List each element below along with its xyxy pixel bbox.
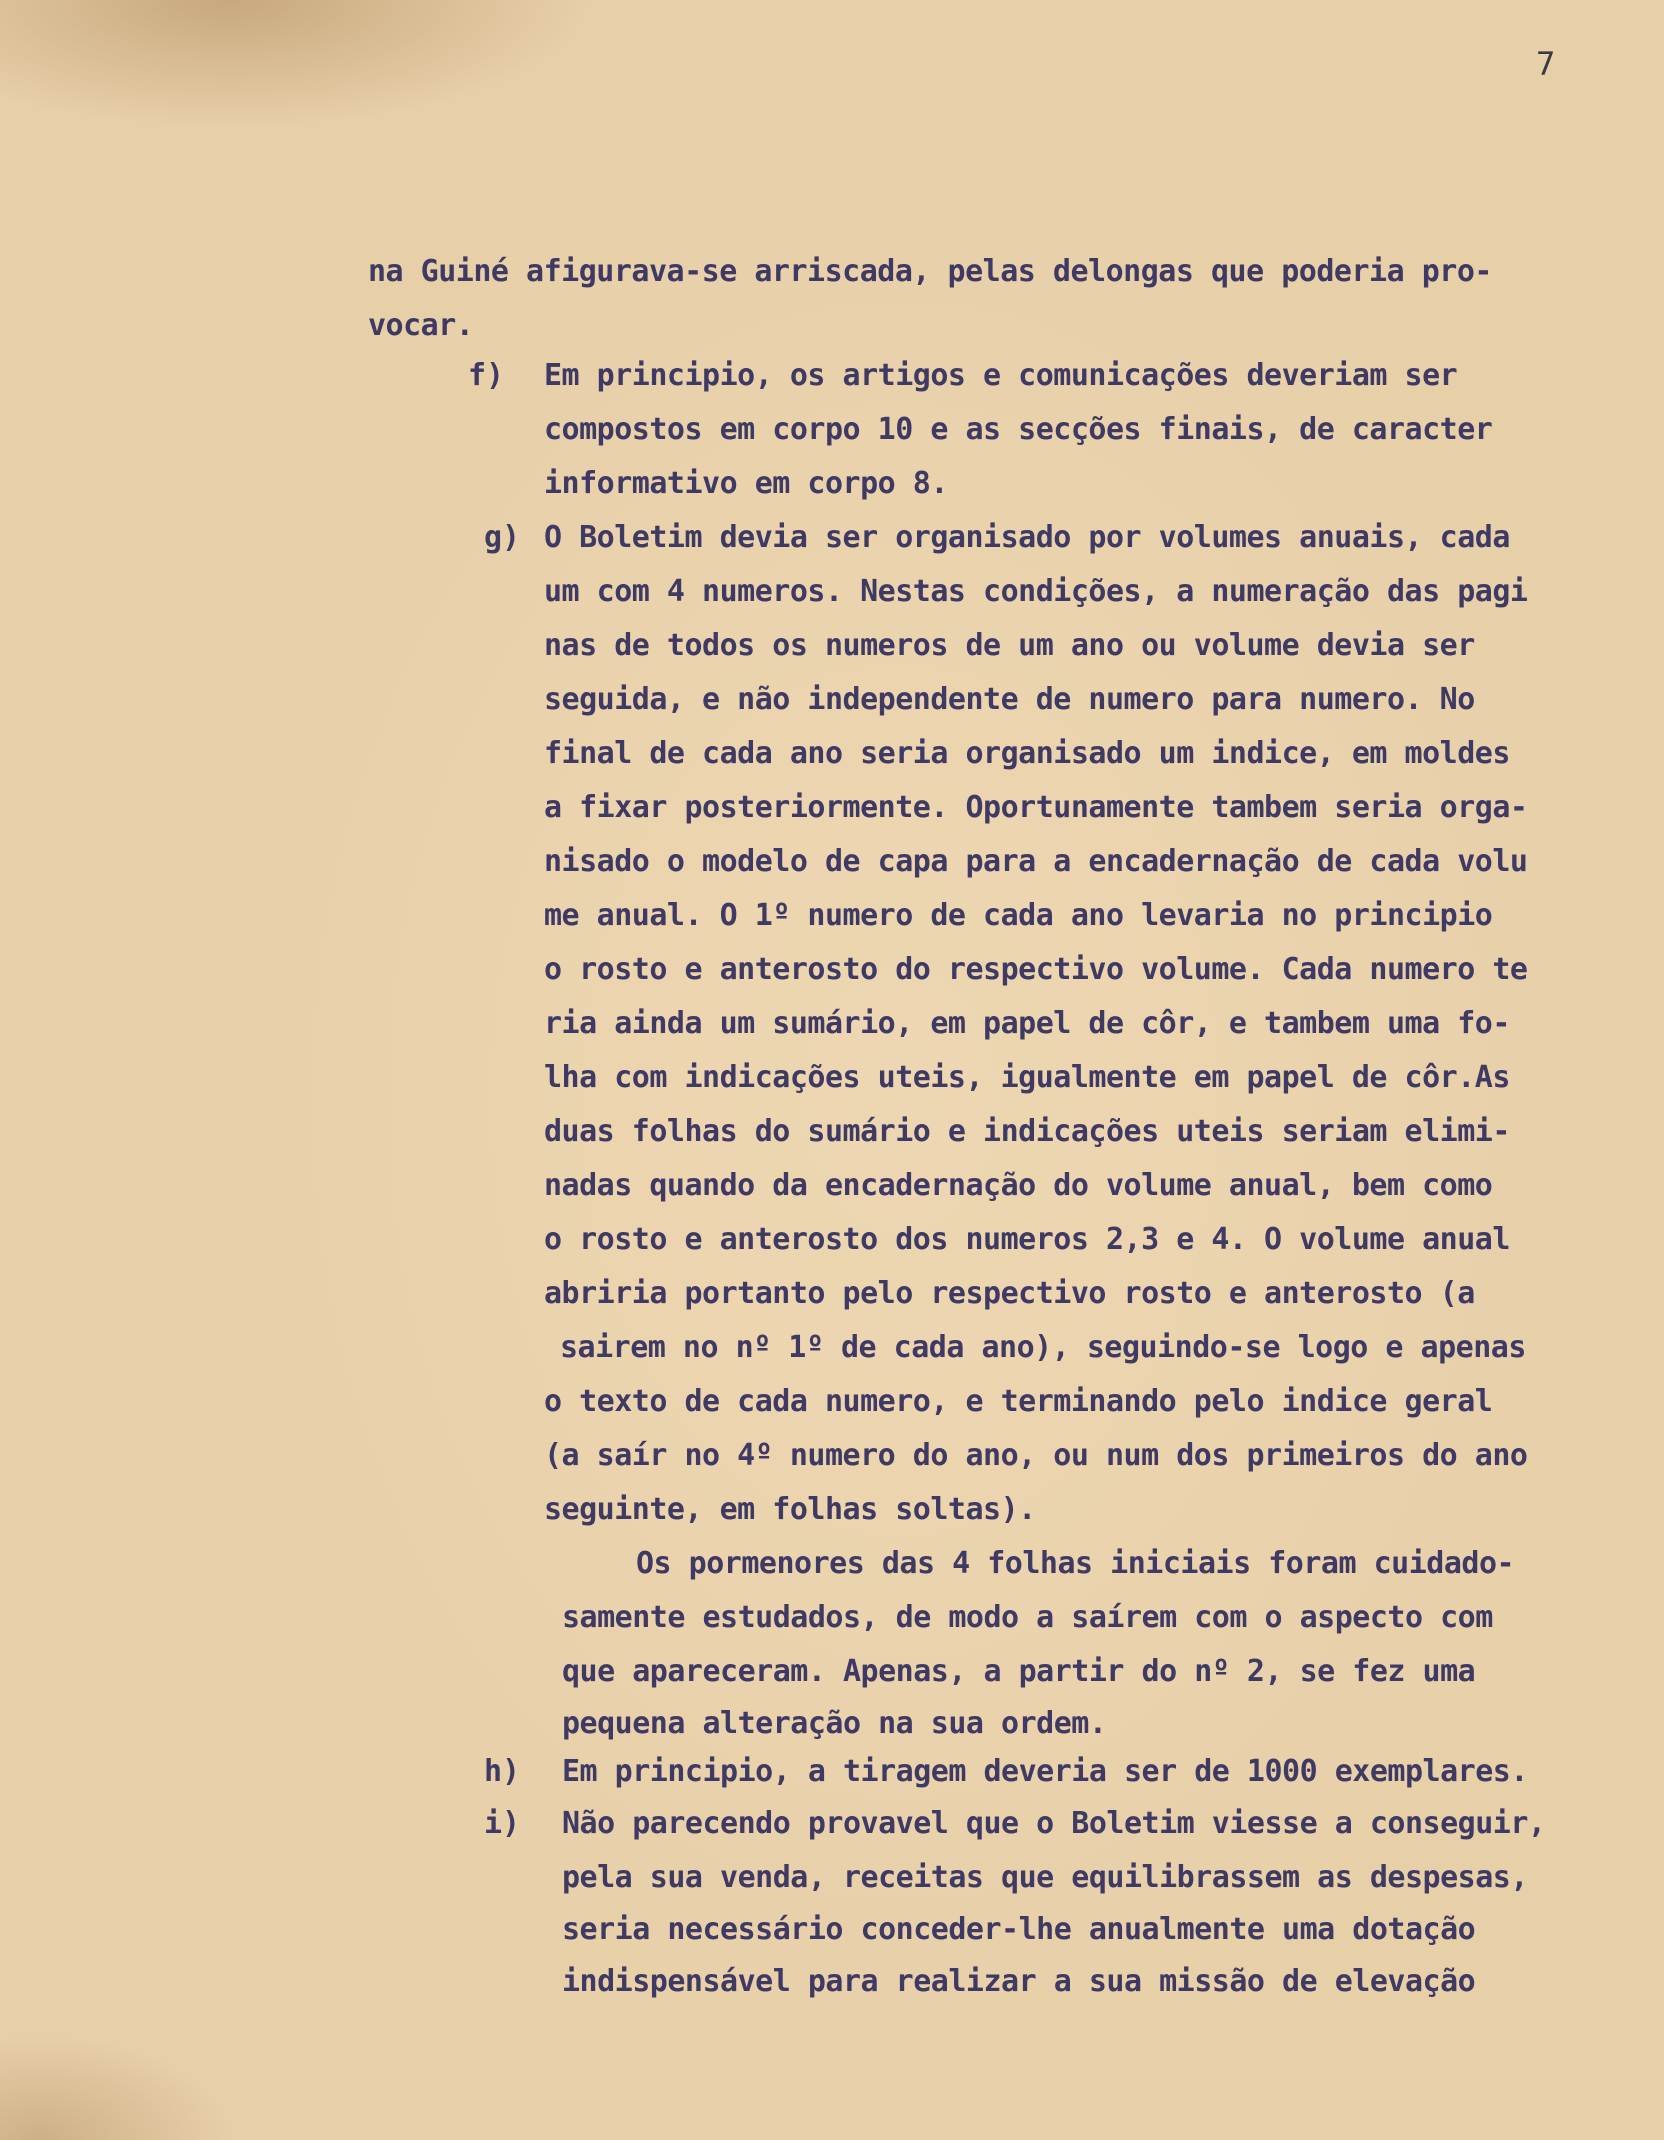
text-line: seria necessário conceder-lhe anualmente uma dotação [562, 1912, 1476, 1947]
text-line: o rosto e anterosto dos numeros 2,3 e 4. O volume anual [544, 1222, 1510, 1257]
text-line: compostos em corpo 10 e as secções finais, de caracter [544, 412, 1493, 447]
text-line: (a saír no 4º numero do ano, ou num dos primeiros do ano [544, 1438, 1528, 1473]
text-line: indispensável para realizar a sua missão de elevação [562, 1964, 1476, 1999]
text-line: nadas quando da encadernação do volume anual, bem como [544, 1168, 1493, 1203]
text-line: duas folhas do sumário e indicações uteis seriam elimi- [544, 1114, 1510, 1149]
text-line: Em principio, a tiragem deveria ser de 1000 exemplares. [562, 1754, 1528, 1789]
text-line: um com 4 numeros. Nestas condições, a numeração das pagi [544, 574, 1528, 609]
item-label-f: f) [468, 358, 505, 393]
text-line: a fixar posteriormente. Oportunamente tambem seria orga- [544, 790, 1528, 825]
text-line: ria ainda um sumário, em papel de côr, e tambem uma fo- [544, 1006, 1510, 1041]
text-line: vocar. [368, 308, 474, 343]
page-number: 7 [1536, 45, 1556, 83]
text-line: Em principio, os artigos e comunicações deveriam ser [544, 358, 1458, 393]
text-line: o rosto e anterosto do respectivo volume. Cada numero te [544, 952, 1528, 987]
text-line: na Guiné afigurava-se arriscada, pelas delongas que poderia pro- [368, 254, 1492, 289]
text-line: o texto de cada numero, e terminando pelo indice geral [544, 1384, 1493, 1419]
text-line: abriria portanto pelo respectivo rosto e anterosto (a [544, 1276, 1475, 1311]
text-line: seguida, e não independente de numero para numero. No [544, 682, 1475, 717]
text-line: pela sua venda, receitas que equilibrassem as despesas, [562, 1860, 1528, 1895]
text-line: O Boletim devia ser organisado por volumes anuais, cada [544, 520, 1510, 555]
text-line: seguinte, em folhas soltas). [544, 1492, 1036, 1527]
text-line: final de cada ano seria organisado um indice, em moldes [544, 736, 1510, 771]
text-line: que apareceram. Apenas, a partir do nº 2, se fez uma [562, 1654, 1476, 1689]
text-line: lha com indicações uteis, igualmente em papel de côr.As [544, 1060, 1510, 1095]
text-line: samente estudados, de modo a saírem com o aspecto com [562, 1600, 1493, 1635]
text-line: sairem no nº 1º de cada ano), seguindo-se logo e apenas [560, 1330, 1526, 1365]
text-line: me anual. O 1º numero de cada ano levaria no principio [544, 898, 1493, 933]
text-line: informativo em corpo 8. [544, 466, 948, 501]
text-line: nisado o modelo de capa para a encadernação de cada volu [544, 844, 1528, 879]
item-label-i: i) [484, 1806, 521, 1841]
text-line: Não parecendo provavel que o Boletim viesse a conseguir, [562, 1806, 1546, 1841]
text-line: Os pormenores das 4 folhas iniciais foram cuidado- [636, 1546, 1515, 1581]
text-line: nas de todos os numeros de um ano ou volume devia ser [544, 628, 1475, 663]
text-line: pequena alteração na sua ordem. [562, 1706, 1107, 1741]
item-label-g: g) [484, 520, 521, 555]
item-label-h: h) [484, 1754, 521, 1789]
